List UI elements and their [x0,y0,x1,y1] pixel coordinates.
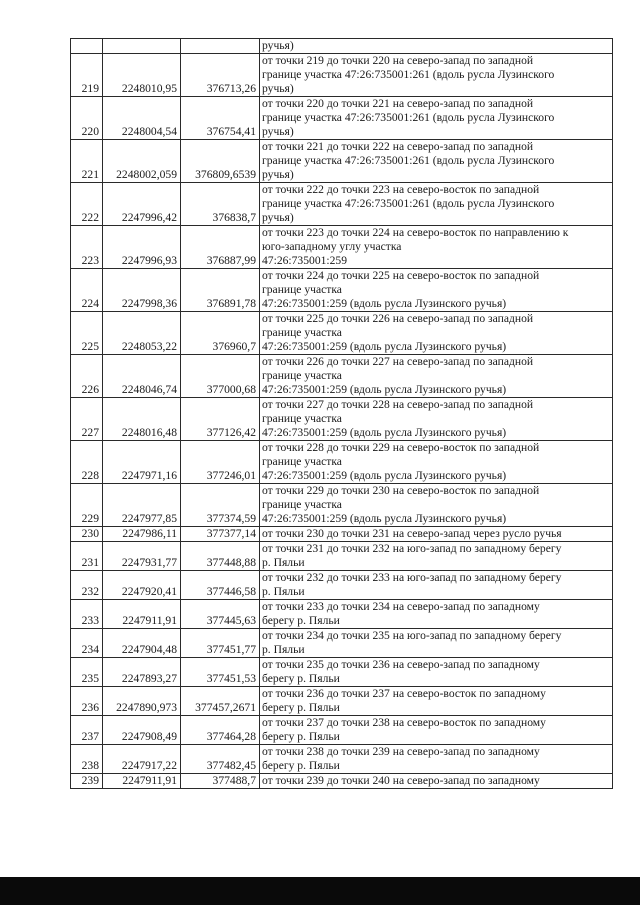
table-row [71,629,613,658]
y-coordinate-cell: 376887,99 [181,226,260,269]
x-coordinate-cell: 2248002,059 [103,140,181,183]
table-row [71,312,613,355]
description-line: 47:26:735001:259 (вдоль русла Лузинского ручья) [262,512,507,525]
point-number-cell: 220 [71,97,103,140]
description-line: р. Пяльи [262,556,305,569]
description-line: границе участка [262,455,342,468]
boundary-description-cell [260,716,613,745]
y-coordinate-cell: 377446,58 [181,571,260,600]
boundary-points-table [70,38,613,789]
y-coordinate-cell [181,39,260,54]
boundary-description-cell [260,527,613,542]
table-row [71,716,613,745]
boundary-description-cell [260,398,613,441]
x-coordinate-cell: 2247971,16 [103,441,181,484]
description-line: ручья) [262,82,294,95]
x-coordinate-cell: 2247977,85 [103,484,181,527]
x-coordinate-cell: 2247920,41 [103,571,181,600]
table-row [71,183,613,226]
point-number-cell: 225 [71,312,103,355]
table-row [71,355,613,398]
table-row [71,571,613,600]
description-line: ручья) [262,125,294,138]
y-coordinate-cell: 377451,53 [181,658,260,687]
description-line: берегу р. Пяльи [262,730,340,743]
x-coordinate-cell: 2247904,48 [103,629,181,658]
y-coordinate-cell: 377448,88 [181,542,260,571]
description-line: от точки 236 до точки 237 на северо-восток по западному [262,687,546,700]
x-coordinate-cell: 2248046,74 [103,355,181,398]
x-coordinate-cell: 2248010,95 [103,54,181,97]
y-coordinate-cell: 376754,41 [181,97,260,140]
boundary-description-cell [260,97,613,140]
description-line: берегу р. Пяльи [262,672,340,685]
description-line: от точки 230 до точки 231 на северо-запад через русло ручья [262,527,562,540]
x-coordinate-cell: 2248016,48 [103,398,181,441]
description-line: от точки 233 до точки 234 на северо-запад по западному [262,600,540,613]
description-line: от точки 234 до точки 235 на юго-запад по западному берегу [262,629,562,642]
description-line: от точки 228 до точки 229 на северо-восток по западной [262,441,540,454]
point-number-cell: 227 [71,398,103,441]
description-line: берегу р. Пяльи [262,614,340,627]
description-line: 47:26:735001:259 (вдоль русла Лузинского ручья) [262,383,507,396]
x-coordinate-cell: 2247890,973 [103,687,181,716]
description-line: ручья) [262,168,294,181]
description-line: границе участка 47:26:735001:261 (вдоль русла Лузинского [262,197,555,210]
description-line: от точки 225 до точки 226 на северо-запад по западной [262,312,534,325]
boundary-description-cell [260,441,613,484]
description-line: границе участка [262,326,342,339]
boundary-description-cell [260,774,613,789]
x-coordinate-cell: 2248053,22 [103,312,181,355]
x-coordinate-cell: 2247996,93 [103,226,181,269]
boundary-description-cell [260,269,613,312]
boundary-description-cell [260,226,613,269]
description-line: от точки 221 до точки 222 на северо-запад по западной [262,140,534,153]
description-line: границе участка [262,369,342,382]
table-row [71,97,613,140]
table-row [71,658,613,687]
description-line: 47:26:735001:259 (вдоль русла Лузинского ручья) [262,469,507,482]
description-line: от точки 235 до точки 236 на северо-запад по западному [262,658,540,671]
description-line: от точки 226 до точки 227 на северо-запад по западной [262,355,534,368]
point-number-cell: 223 [71,226,103,269]
boundary-description-cell [260,140,613,183]
description-line: от точки 223 до точки 224 на северо-восток по направлению к [262,226,569,239]
point-number-cell: 231 [71,542,103,571]
x-coordinate-cell: 2248004,54 [103,97,181,140]
boundary-description-cell [260,629,613,658]
point-number-cell: 226 [71,355,103,398]
point-number-cell: 238 [71,745,103,774]
table-row [71,398,613,441]
table-row [71,39,613,54]
table-row [71,484,613,527]
x-coordinate-cell: 2247986,11 [103,527,181,542]
y-coordinate-cell: 376838,7 [181,183,260,226]
x-coordinate-cell: 2247917,22 [103,745,181,774]
boundary-description-cell [260,54,613,97]
description-line: 47:26:735001:259 [262,254,348,267]
y-coordinate-cell: 377482,45 [181,745,260,774]
y-coordinate-cell: 377377,14 [181,527,260,542]
description-line: от точки 231 до точки 232 на юго-запад по западному берегу [262,542,562,555]
point-number-cell: 233 [71,600,103,629]
table-row [71,745,613,774]
x-coordinate-cell: 2247908,49 [103,716,181,745]
boundary-description-cell [260,484,613,527]
point-number-cell [71,39,103,54]
y-coordinate-cell: 377246,01 [181,441,260,484]
y-coordinate-cell: 377457,2671 [181,687,260,716]
y-coordinate-cell: 376809,6539 [181,140,260,183]
boundary-description-cell [260,658,613,687]
x-coordinate-cell: 2247911,91 [103,600,181,629]
description-line: границе участка 47:26:735001:261 (вдоль русла Лузинского [262,68,555,81]
description-line: р. Пяльи [262,585,305,598]
point-number-cell: 229 [71,484,103,527]
y-coordinate-cell: 377445,63 [181,600,260,629]
description-line: ручья) [262,211,294,224]
y-coordinate-cell: 376960,7 [181,312,260,355]
description-line: от точки 229 до точки 230 на северо-восток по западной [262,484,540,497]
boundary-description-cell [260,542,613,571]
x-coordinate-cell: 2247893,27 [103,658,181,687]
point-number-cell: 219 [71,54,103,97]
description-line: от точки 227 до точки 228 на северо-запад по западной [262,398,534,411]
boundary-description-cell [260,355,613,398]
point-number-cell: 232 [71,571,103,600]
y-coordinate-cell: 377126,42 [181,398,260,441]
point-number-cell: 236 [71,687,103,716]
x-coordinate-cell: 2247998,36 [103,269,181,312]
x-coordinate-cell: 2247996,42 [103,183,181,226]
point-number-cell: 235 [71,658,103,687]
point-number-cell: 234 [71,629,103,658]
description-line: ручья) [262,39,294,52]
y-coordinate-cell: 376891,78 [181,269,260,312]
point-number-cell: 239 [71,774,103,789]
description-line: от точки 238 до точки 239 на северо-запад по западному [262,745,540,758]
x-coordinate-cell: 2247911,91 [103,774,181,789]
description-line: от точки 222 до точки 223 на северо-восток по западной [262,183,540,196]
description-line: юго-западному углу участка [262,240,402,253]
y-coordinate-cell: 377464,28 [181,716,260,745]
boundary-description-cell [260,571,613,600]
table-row [71,54,613,97]
y-coordinate-cell: 377451,77 [181,629,260,658]
description-line: от точки 232 до точки 233 на юго-запад по западному берегу [262,571,562,584]
description-line: границе участка 47:26:735001:261 (вдоль русла Лузинского [262,154,555,167]
x-coordinate-cell [103,39,181,54]
description-line: границе участка [262,283,342,296]
description-line: р. Пяльи [262,643,305,656]
boundary-description-cell [260,39,613,54]
table-row [71,226,613,269]
x-coordinate-cell: 2247931,77 [103,542,181,571]
description-line: 47:26:735001:259 (вдоль русла Лузинского ручья) [262,340,507,353]
table-row [71,542,613,571]
table-row [71,140,613,183]
table-row [71,600,613,629]
description-line: от точки 220 до точки 221 на северо-запад по западной [262,97,534,110]
y-coordinate-cell: 377374,59 [181,484,260,527]
table-row [71,269,613,312]
table-body [71,39,613,789]
point-number-cell: 230 [71,527,103,542]
description-line: берегу р. Пяльи [262,701,340,714]
boundary-description-cell [260,600,613,629]
table-row [71,441,613,484]
description-line: от точки 224 до точки 225 на северо-восток по западной [262,269,540,282]
table-row [71,687,613,716]
boundary-description-cell [260,312,613,355]
boundary-description-cell [260,687,613,716]
description-line: берегу р. Пяльи [262,759,340,772]
y-coordinate-cell: 376713,26 [181,54,260,97]
description-line: границе участка [262,412,342,425]
description-line: от точки 219 до точки 220 на северо-запад по западной [262,54,534,67]
boundary-description-cell [260,745,613,774]
point-number-cell: 224 [71,269,103,312]
y-coordinate-cell: 377000,68 [181,355,260,398]
table-row [71,774,613,789]
table-row [71,527,613,542]
point-number-cell: 237 [71,716,103,745]
scan-bottom-edge [0,877,640,905]
description-line: от точки 239 до точки 240 на северо-запад по западному [262,774,540,787]
point-number-cell: 222 [71,183,103,226]
description-line: границе участка [262,498,342,511]
description-line: границе участка 47:26:735001:261 (вдоль русла Лузинского [262,111,555,124]
description-line: 47:26:735001:259 (вдоль русла Лузинского ручья) [262,297,507,310]
y-coordinate-cell: 377488,7 [181,774,260,789]
point-number-cell: 228 [71,441,103,484]
point-number-cell: 221 [71,140,103,183]
description-line: 47:26:735001:259 (вдоль русла Лузинского ручья) [262,426,507,439]
description-line: от точки 237 до точки 238 на северо-восток по западному [262,716,546,729]
boundary-description-cell [260,183,613,226]
